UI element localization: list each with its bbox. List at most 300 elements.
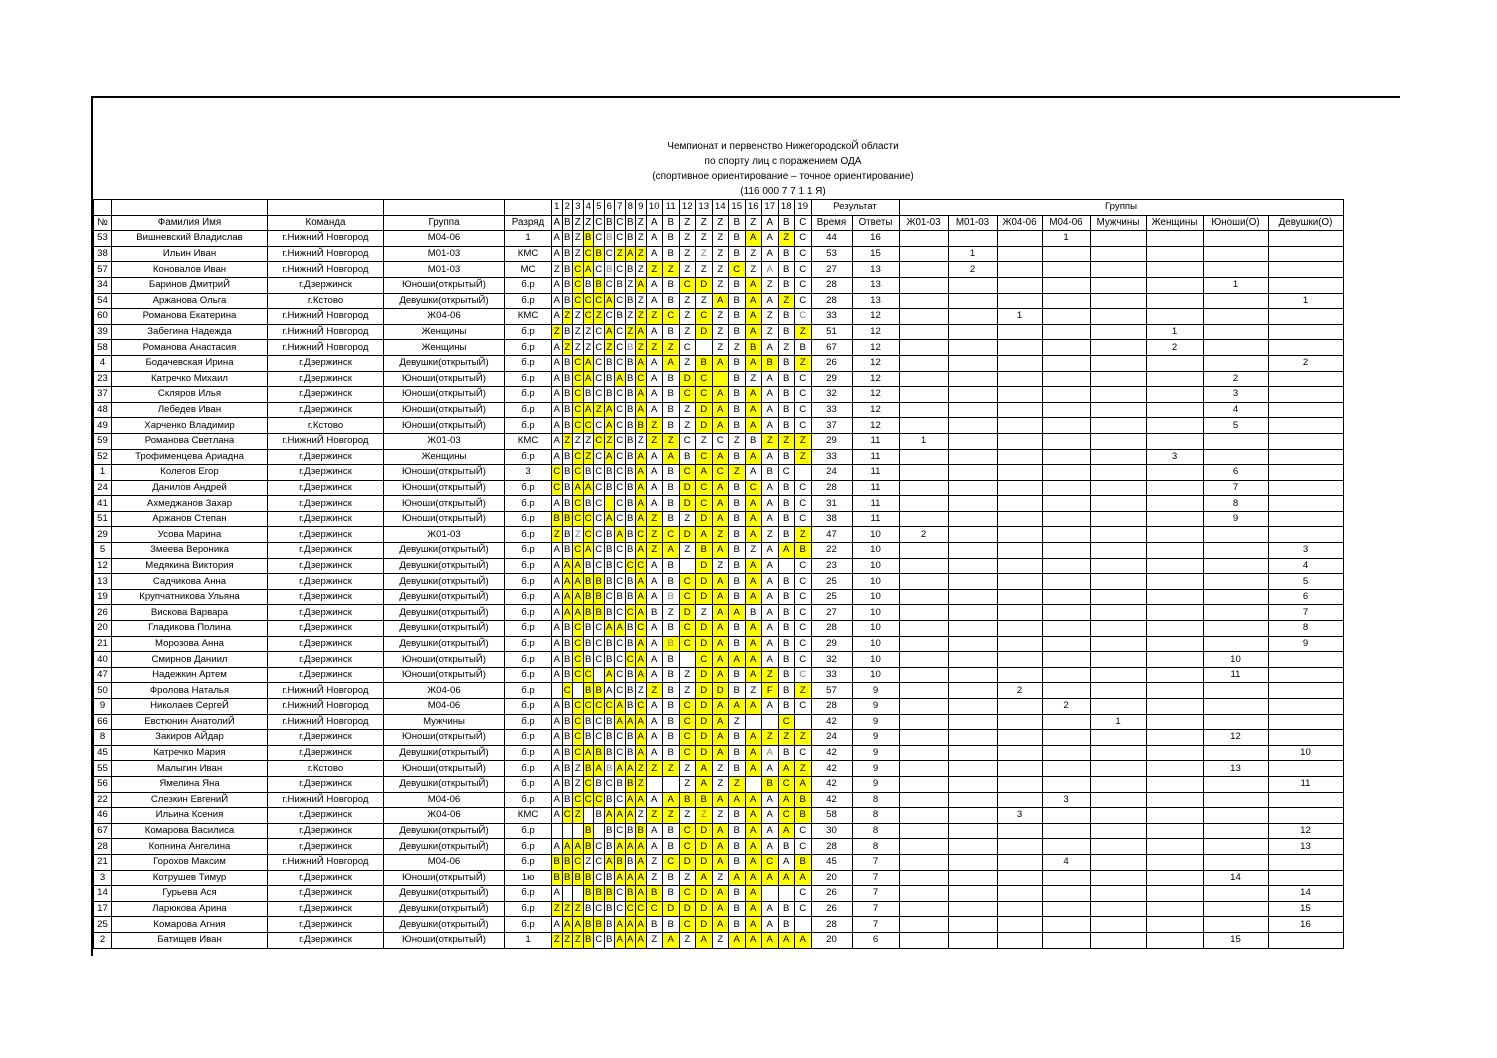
answer-cell: B: [663, 387, 680, 403]
answer-cell: A: [646, 652, 663, 668]
title-block: [93, 98, 1400, 199]
answer-cell: A: [762, 792, 779, 808]
answer-cell: A: [552, 839, 563, 855]
answer-cell: Z: [795, 730, 812, 746]
cell-time: 33: [811, 309, 852, 325]
answer-cell: B: [583, 761, 594, 777]
answer-cell: C: [583, 699, 594, 715]
cell-name: Катречко Михаил: [112, 371, 268, 387]
answer-cell: [795, 465, 812, 481]
answer-cell: B: [625, 683, 636, 699]
answer-cell: Z: [679, 543, 696, 559]
cell-rank: б.р: [505, 371, 552, 387]
table-row: [94, 808, 1344, 824]
answer-cell: D: [696, 277, 713, 293]
answer-cell: D: [696, 683, 713, 699]
answer-cell: C: [594, 262, 605, 278]
cell-name: Надежкин Артем: [112, 667, 268, 683]
cell-place: 2: [997, 683, 1042, 699]
answer-cell: A: [625, 761, 636, 777]
answer-cell: B: [562, 761, 573, 777]
answer-cell: Z: [552, 932, 563, 948]
cell-group: Юноши(открытыЙ): [384, 761, 505, 777]
answer-cell: B: [604, 355, 615, 371]
answer-cell: A: [552, 886, 563, 902]
cell-rank: 1ю: [505, 870, 552, 886]
cell-place: [899, 262, 948, 278]
correct-answer: Z: [745, 215, 762, 231]
answer-cell: A: [583, 262, 594, 278]
cell-rank: б.р: [505, 917, 552, 933]
cell-place: [1042, 808, 1090, 824]
answer-cell: A: [552, 543, 563, 559]
header-blank: [268, 200, 384, 216]
answer-cell: A: [712, 387, 729, 403]
answer-cell: C: [795, 418, 812, 434]
answer-cell: B: [729, 527, 746, 543]
cell-no: 55: [94, 761, 112, 777]
question-number: 7: [615, 200, 626, 216]
cell-place: [1042, 761, 1090, 777]
cell-place: [1146, 621, 1203, 637]
answer-cell: B: [663, 886, 680, 902]
answer-cell: [679, 558, 696, 574]
answer-cell: B: [778, 355, 795, 371]
answer-cell: B: [562, 730, 573, 746]
cell-place: [899, 652, 948, 668]
cell-place: [1042, 277, 1090, 293]
question-number: 8: [625, 200, 636, 216]
cell-name: Катречко Мария: [112, 745, 268, 761]
table-row: [94, 683, 1344, 699]
answer-cell: B: [562, 293, 573, 309]
answer-cell: B: [615, 854, 626, 870]
answer-cell: Z: [778, 730, 795, 746]
cell-score: 9: [852, 776, 899, 792]
answer-cell: C: [552, 465, 563, 481]
cell-no: 1: [94, 465, 112, 481]
cell-group: М04-06: [384, 792, 505, 808]
answer-cell: B: [604, 901, 615, 917]
answer-cell: D: [679, 480, 696, 496]
cell-place: [1042, 558, 1090, 574]
cell-rank: б.р: [505, 543, 552, 559]
cell-score: 9: [852, 761, 899, 777]
answer-cell: A: [636, 730, 647, 746]
cell-place: [1146, 418, 1203, 434]
question-number: 5: [594, 200, 605, 216]
cell-place: [997, 402, 1042, 418]
answer-cell: C: [604, 277, 615, 293]
answer-cell: C: [573, 371, 584, 387]
cell-name: Ильина Ксения: [112, 808, 268, 824]
answer-cell: Z: [604, 433, 615, 449]
answer-cell: B: [562, 543, 573, 559]
cell-time: 47: [811, 527, 852, 543]
answer-cell: A: [729, 605, 746, 621]
answer-cell: Z: [583, 449, 594, 465]
cell-group: Девушки(открытыЙ): [384, 745, 505, 761]
answer-cell: C: [795, 371, 812, 387]
answer-cell: Z: [552, 262, 563, 278]
answer-cell: A: [745, 324, 762, 340]
cell-no: 54: [94, 293, 112, 309]
answer-cell: C: [646, 901, 663, 917]
cell-team: г.Кстово: [268, 418, 384, 434]
answer-cell: B: [729, 309, 746, 325]
cell-rank: б.р: [505, 527, 552, 543]
answer-cell: A: [778, 543, 795, 559]
answer-cell: Z: [646, 543, 663, 559]
answer-cell: Z: [745, 246, 762, 262]
answer-cell: A: [712, 402, 729, 418]
answer-cell: C: [679, 636, 696, 652]
question-number: 11: [663, 200, 680, 216]
answer-cell: B: [663, 823, 680, 839]
cell-name: Бодачевская Ирина: [112, 355, 268, 371]
answer-cell: B: [762, 776, 779, 792]
cell-place: [1042, 496, 1090, 512]
cell-place: [899, 901, 948, 917]
cell-place: [1203, 262, 1268, 278]
cell-place: [899, 776, 948, 792]
cell-score: 7: [852, 901, 899, 917]
cell-name: Змеева Вероника: [112, 543, 268, 559]
answer-cell: Z: [663, 433, 680, 449]
cell-score: 8: [852, 808, 899, 824]
answer-cell: B: [625, 511, 636, 527]
answer-cell: C: [573, 621, 584, 637]
cell-place: [1146, 761, 1203, 777]
cell-place: [1090, 433, 1146, 449]
answer-cell: A: [615, 870, 626, 886]
answer-cell: A: [552, 636, 563, 652]
answer-cell: A: [646, 465, 663, 481]
answer-cell: Z: [552, 324, 563, 340]
answer-cell: Z: [583, 340, 594, 356]
cell-rank: б.р: [505, 340, 552, 356]
cell-place: [997, 667, 1042, 683]
cell-rank: б.р: [505, 324, 552, 340]
answer-cell: C: [583, 511, 594, 527]
answer-cell: B: [729, 418, 746, 434]
cell-place: [948, 745, 997, 761]
answer-cell: B: [696, 355, 713, 371]
table-row: [94, 854, 1344, 870]
cell-place: 2: [948, 262, 997, 278]
cell-team: г.Дзержинск: [268, 402, 384, 418]
answer-cell: B: [745, 340, 762, 356]
cell-time: 57: [811, 683, 852, 699]
answer-cell: B: [729, 324, 746, 340]
cell-place: [1146, 605, 1203, 621]
answer-cell: A: [762, 371, 779, 387]
answer-cell: A: [712, 839, 729, 855]
cell-name: Смирнов Даниил: [112, 652, 268, 668]
answer-cell: C: [573, 293, 584, 309]
cell-no: 51: [94, 511, 112, 527]
answer-cell: B: [562, 355, 573, 371]
answer-cell: F: [762, 683, 779, 699]
answer-cell: C: [696, 309, 713, 325]
answer-cell: B: [562, 870, 573, 886]
answer-cell: B: [729, 886, 746, 902]
cell-no: 13: [94, 574, 112, 590]
cell-place: [1146, 402, 1203, 418]
cell-name: Трофименцева Ариадна: [112, 449, 268, 465]
answer-cell: A: [646, 277, 663, 293]
answer-cell: B: [795, 792, 812, 808]
answer-cell: B: [594, 246, 605, 262]
correct-answer: Z: [636, 215, 647, 231]
cell-group: Ж01-03: [384, 433, 505, 449]
cell-score: 10: [852, 605, 899, 621]
cell-place: [948, 371, 997, 387]
correct-answer: C: [594, 215, 605, 231]
cell-place: [1146, 511, 1203, 527]
answer-cell: C: [615, 823, 626, 839]
answer-cell: Z: [712, 246, 729, 262]
answer-cell: C: [594, 355, 605, 371]
answer-cell: C: [583, 776, 594, 792]
cell-name: Аржанова Ольга: [112, 293, 268, 309]
answer-cell: B: [625, 823, 636, 839]
cell-score: 7: [852, 854, 899, 870]
answer-cell: A: [552, 231, 563, 247]
answer-cell: B: [562, 652, 573, 668]
answer-cell: B: [604, 652, 615, 668]
cell-place: [1268, 433, 1343, 449]
answer-cell: B: [762, 465, 779, 481]
header-group-col: Мужчины: [1090, 215, 1146, 231]
cell-place: [1203, 699, 1268, 715]
answer-cell: B: [729, 667, 746, 683]
answer-cell: B: [778, 496, 795, 512]
header-group-col: Юноши(О): [1203, 215, 1268, 231]
cell-time: 26: [811, 886, 852, 902]
answer-cell: C: [679, 433, 696, 449]
answer-cell: C: [625, 901, 636, 917]
header-group: Группа: [384, 215, 505, 231]
answer-cell: C: [594, 854, 605, 870]
cell-rank: б.р: [505, 293, 552, 309]
answer-cell: B: [663, 589, 680, 605]
answer-cell: Z: [663, 340, 680, 356]
table-row: [94, 761, 1344, 777]
cell-no: 20: [94, 621, 112, 637]
answer-cell: C: [679, 745, 696, 761]
cell-place: [1042, 870, 1090, 886]
cell-group: Девушки(открытыЙ): [384, 901, 505, 917]
answer-cell: C: [594, 496, 605, 512]
cell-place: [997, 324, 1042, 340]
answer-cell: B: [663, 480, 680, 496]
answer-cell: D: [696, 714, 713, 730]
cell-place: [1090, 231, 1146, 247]
answer-cell: Z: [573, 324, 584, 340]
answer-cell: C: [604, 246, 615, 262]
cell-group: Юноши(открытыЙ): [384, 511, 505, 527]
answer-cell: [762, 886, 779, 902]
answer-cell: C: [795, 621, 812, 637]
answer-cell: C: [636, 901, 647, 917]
answer-cell: A: [636, 667, 647, 683]
cell-no: 3: [94, 870, 112, 886]
cell-rank: б.р: [505, 511, 552, 527]
answer-cell: C: [795, 558, 812, 574]
cell-place: [1042, 387, 1090, 403]
cell-place: 2: [1203, 371, 1268, 387]
cell-time: 29: [811, 371, 852, 387]
answer-cell: A: [625, 839, 636, 855]
answer-cell: C: [604, 309, 615, 325]
answer-cell: A: [762, 543, 779, 559]
answer-cell: C: [795, 745, 812, 761]
header-blank: [384, 200, 505, 216]
answer-cell: C: [615, 667, 626, 683]
answer-cell: A: [745, 402, 762, 418]
cell-place: [997, 527, 1042, 543]
answer-cell: B: [562, 402, 573, 418]
answer-cell: A: [745, 309, 762, 325]
cell-score: 10: [852, 621, 899, 637]
header-time: Время: [811, 215, 852, 231]
answer-cell: C: [712, 433, 729, 449]
cell-no: 46: [94, 808, 112, 824]
answer-cell: A: [712, 730, 729, 746]
answer-cell: B: [795, 854, 812, 870]
cell-place: [899, 886, 948, 902]
answer-cell: C: [795, 636, 812, 652]
answer-cell: A: [745, 792, 762, 808]
cell-name: Морозова Анна: [112, 636, 268, 652]
cell-place: [1090, 699, 1146, 715]
cell-time: 33: [811, 667, 852, 683]
answer-cell: [679, 652, 696, 668]
answer-cell: C: [795, 309, 812, 325]
answer-cell: A: [762, 870, 779, 886]
answer-cell: Z: [552, 901, 563, 917]
answer-cell: A: [636, 480, 647, 496]
answer-cell: C: [795, 667, 812, 683]
answer-cell: C: [795, 823, 812, 839]
cell-place: [899, 465, 948, 481]
answer-cell: Z: [729, 714, 746, 730]
answer-cell: A: [646, 246, 663, 262]
cell-score: 9: [852, 699, 899, 715]
cell-place: [948, 293, 997, 309]
cell-place: [948, 605, 997, 621]
answer-cell: B: [615, 589, 626, 605]
header-team: Команда: [268, 215, 384, 231]
answer-cell: C: [679, 917, 696, 933]
cell-no: 12: [94, 558, 112, 574]
cell-time: 27: [811, 605, 852, 621]
answer-cell: A: [636, 932, 647, 948]
answer-cell: Z: [573, 808, 584, 824]
cell-time: 28: [811, 293, 852, 309]
cell-place: [997, 699, 1042, 715]
cell-place: [1042, 932, 1090, 948]
answer-cell: A: [745, 496, 762, 512]
answer-cell: B: [679, 449, 696, 465]
answer-cell: A: [604, 402, 615, 418]
cell-team: г.НижниЙ Новгород: [268, 262, 384, 278]
cell-place: [1042, 527, 1090, 543]
cell-place: [997, 761, 1042, 777]
cell-place: [1203, 449, 1268, 465]
answer-cell: C: [615, 480, 626, 496]
answer-cell: B: [646, 605, 663, 621]
cell-name: Данилов Андрей: [112, 480, 268, 496]
cell-rank: б.р: [505, 776, 552, 792]
answer-cell: A: [552, 745, 563, 761]
correct-answer: C: [615, 215, 626, 231]
answer-cell: B: [778, 636, 795, 652]
cell-place: [948, 496, 997, 512]
answer-cell: A: [636, 277, 647, 293]
cell-place: [899, 792, 948, 808]
cell-time: 29: [811, 636, 852, 652]
answer-cell: C: [615, 449, 626, 465]
cell-place: [1090, 683, 1146, 699]
answer-cell: B: [729, 823, 746, 839]
answer-cell: A: [762, 574, 779, 590]
cell-place: [1042, 839, 1090, 855]
answer-cell: Z: [573, 340, 584, 356]
answer-cell: C: [573, 543, 584, 559]
answer-cell: C: [604, 699, 615, 715]
cell-score: 9: [852, 714, 899, 730]
cell-place: [1090, 465, 1146, 481]
cell-rank: б.р: [505, 558, 552, 574]
cell-place: [1146, 309, 1203, 325]
cell-no: 60: [94, 309, 112, 325]
answer-cell: A: [573, 574, 584, 590]
answer-cell: A: [562, 917, 573, 933]
cell-time: 31: [811, 496, 852, 512]
answer-cell: B: [729, 574, 746, 590]
answer-cell: C: [679, 699, 696, 715]
answer-cell: C: [583, 418, 594, 434]
cell-score: 11: [852, 465, 899, 481]
results-sheet: [91, 96, 1400, 956]
answer-cell: A: [615, 621, 626, 637]
answer-cell: Z: [745, 543, 762, 559]
answer-cell: C: [615, 511, 626, 527]
answer-cell: A: [625, 917, 636, 933]
answer-cell: Z: [646, 854, 663, 870]
answer-cell: A: [712, 792, 729, 808]
cell-place: [1146, 667, 1203, 683]
cell-time: 33: [811, 449, 852, 465]
answer-cell: B: [562, 246, 573, 262]
cell-no: 29: [94, 527, 112, 543]
cell-team: г.НижниЙ Новгород: [268, 792, 384, 808]
cell-group: Девушки(открытыЙ): [384, 776, 505, 792]
answer-cell: A: [663, 449, 680, 465]
table-row: [94, 792, 1344, 808]
answer-cell: [594, 823, 605, 839]
answer-cell: B: [778, 901, 795, 917]
answer-cell: A: [552, 808, 563, 824]
cell-group: Ж01-03: [384, 527, 505, 543]
answer-cell: A: [615, 808, 626, 824]
cell-team: г.Дзержинск: [268, 870, 384, 886]
answer-cell: C: [636, 699, 647, 715]
answer-cell: C: [615, 886, 626, 902]
cell-group: Юноши(открытыЙ): [384, 465, 505, 481]
